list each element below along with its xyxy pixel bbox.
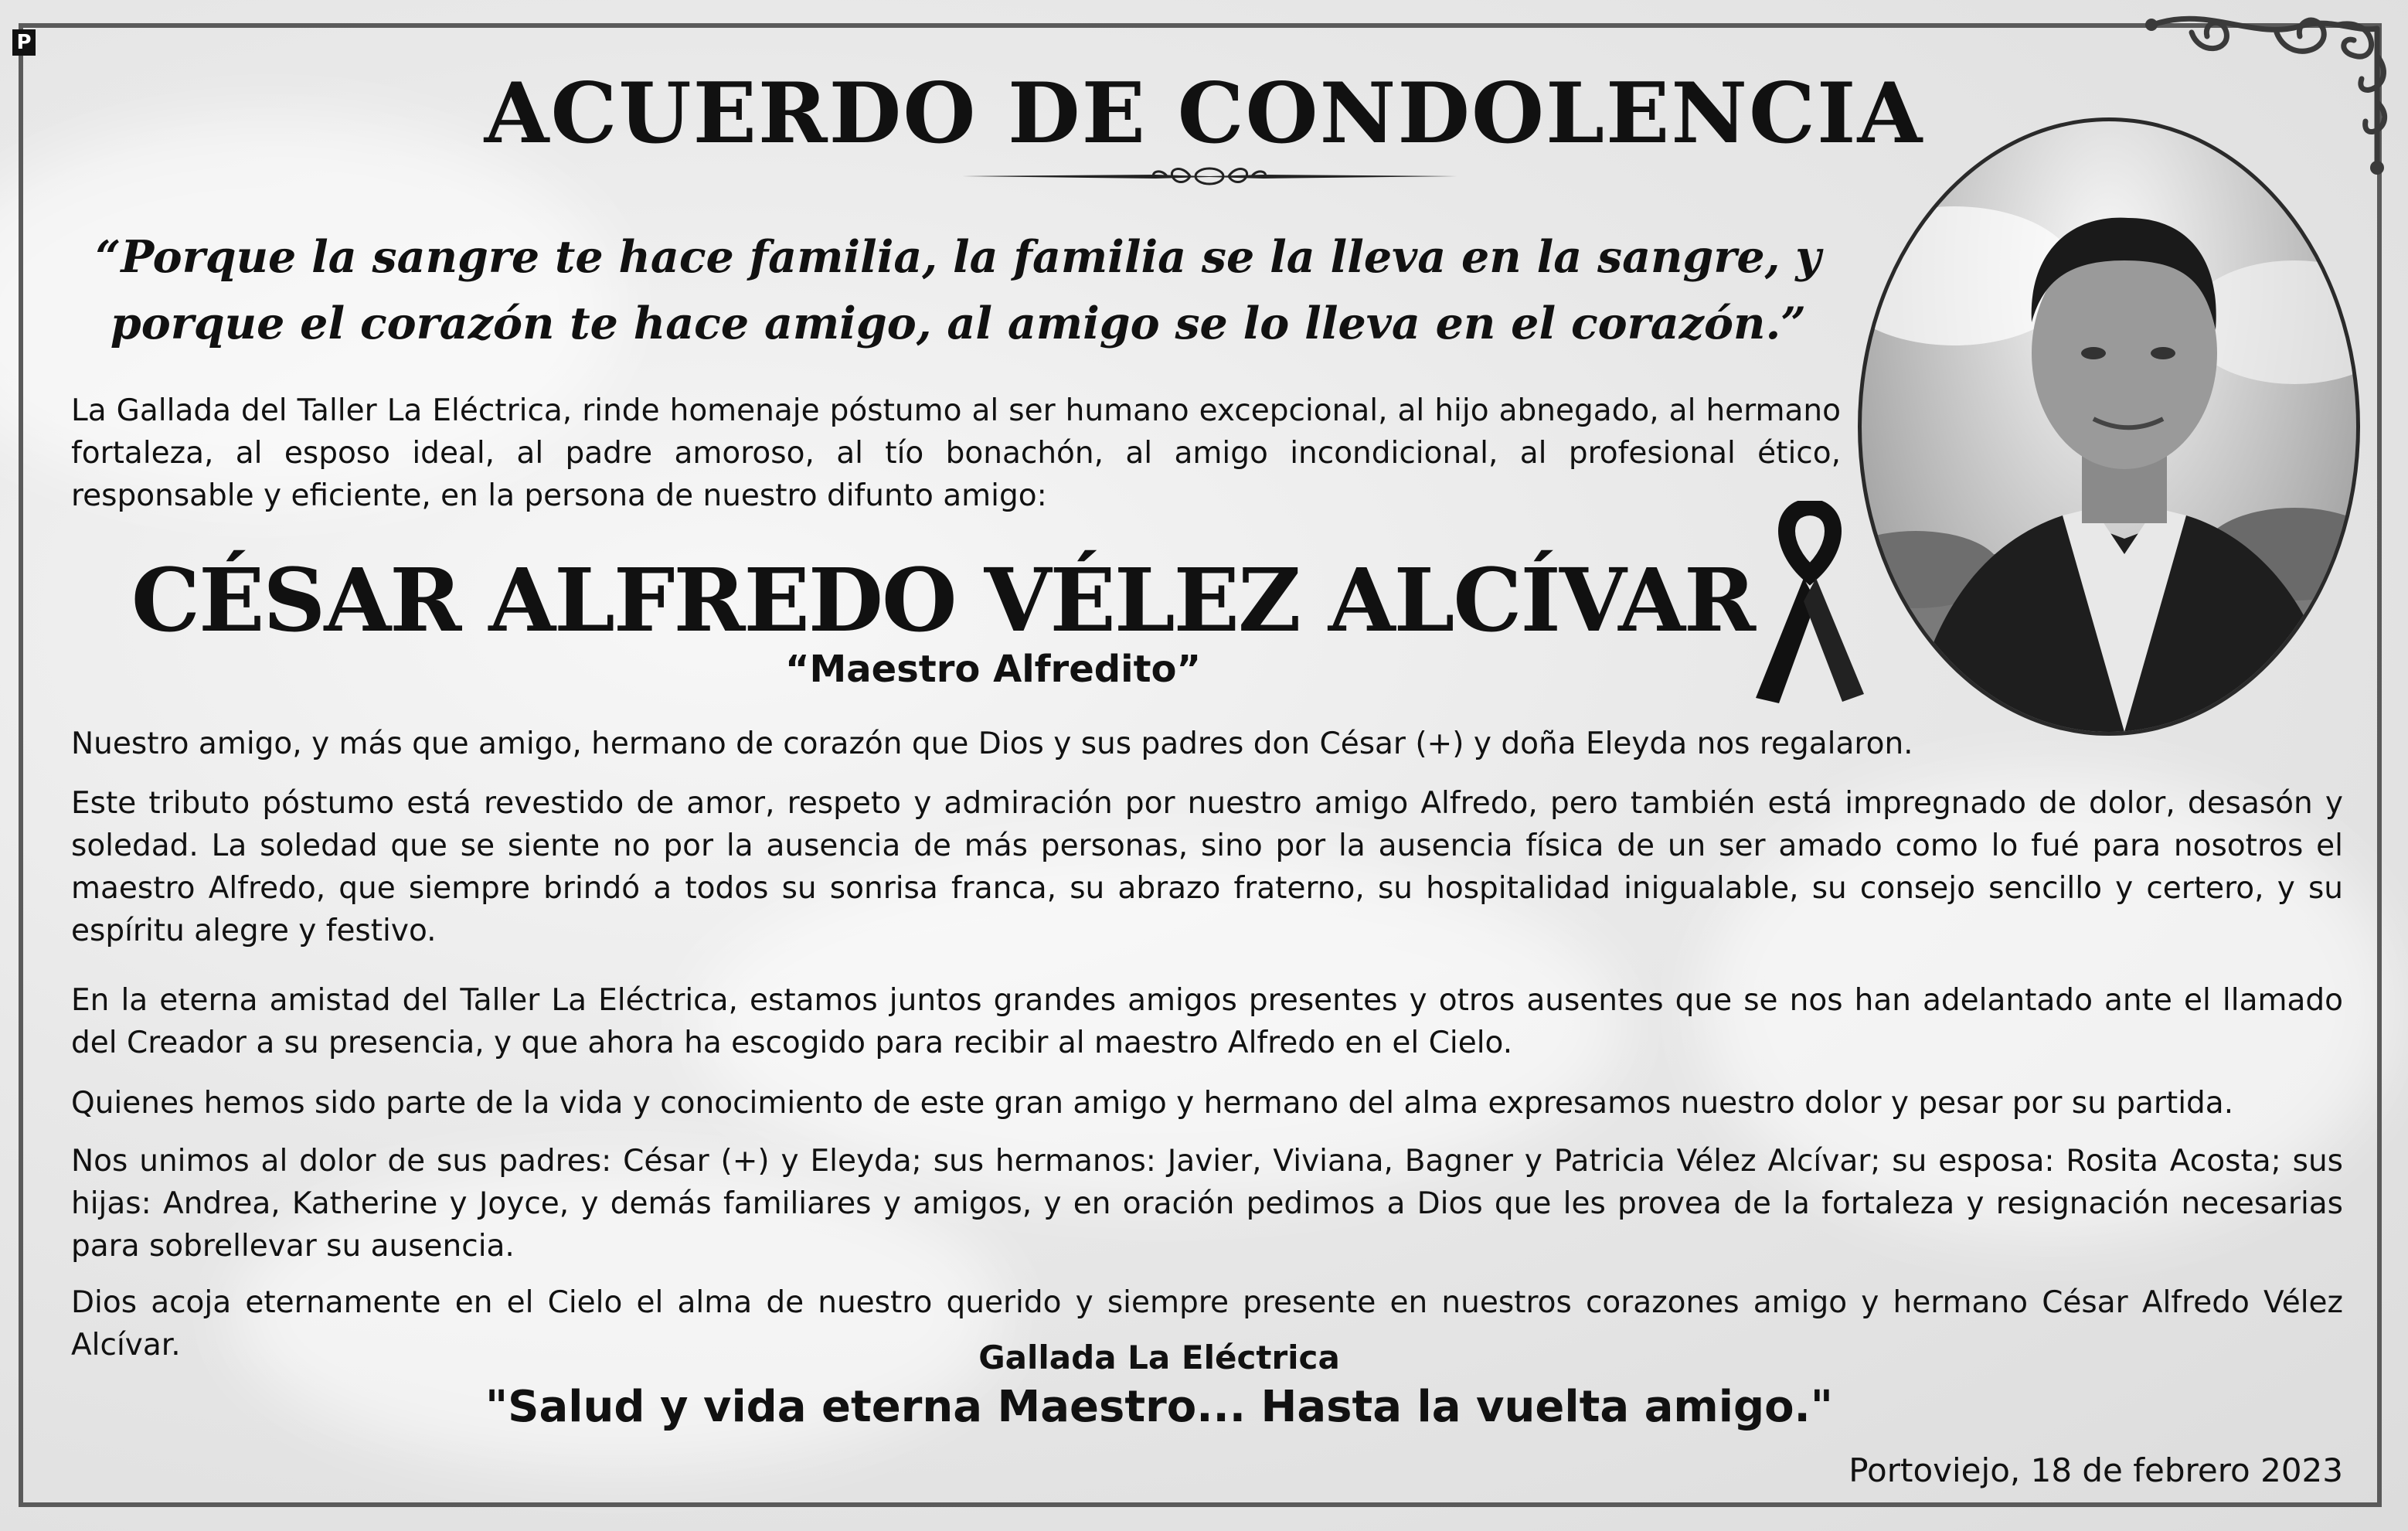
page-title: ACUERDO DE CONDOLENCIA	[484, 65, 1924, 162]
corner-badge: P	[12, 29, 36, 56]
paragraph-family: Nos unimos al dolor de sus padres: César (+) y Eleyda; sus hermanos: Javier, Viviana, Bagner y Patricia Vélez Alcívar; su esposa: Rosita Acosta; sus hijas: Andrea, Katherine y Joyce, y demás familiares y amigos, y en oración pedimos a Dios que les provea de la fortaleza y resignación necesarias para sobrellevar su ausencia.	[71, 1144, 2343, 1264]
portrait-figure	[1862, 121, 2356, 732]
signature: Gallada La Eléctrica	[978, 1339, 1340, 1376]
title-divider-ornament	[962, 161, 1457, 192]
opening-quote: “Porque la sangre te hace familia, la familia se la lleva en la sangre, y porque el corazón te hace amigo, al amigo se lo lleva en el corazón.”	[95, 231, 1821, 349]
mourning-ribbon-icon	[1748, 501, 1872, 709]
deceased-name: CÉSAR ALFREDO VÉLEZ ALCÍVAR	[131, 550, 1755, 652]
intro-paragraph: La Gallada del Taller La Eléctrica, rinde homenaje póstumo al ser humano excepcional, al hijo abnegado, al hermano fortaleza, al esposo ideal, al padre amoroso, al tío bonachón, al amigo incondicional, al profesional ético, responsable y eficiente, en la persona de nuestro difunto amigo:	[71, 393, 1841, 513]
deceased-nickname: “Maestro Alfredito”	[784, 648, 1202, 691]
paragraph-grief: Quienes hemos sido parte de la vida y conocimiento de este gran amigo y hermano del alma expresamos nuestro dolor y pesar por su partida.	[71, 1086, 2234, 1121]
paragraph-tribute: Este tributo póstumo está revestido de amor, respeto y admiración por nuestro amigo Alfredo, pero también está impregnado de dolor, desasón y soledad. La soledad que se siente no por la ausencia de más personas, sino por la ausencia física de un ser amado como lo fué para nosotros el maestro Alfredo, que siempre brindó a todos su sonrisa franca, su abrazo fraterno, su hospitalidad inigualable, su consejo sencillo y certero, y su espíritu alegre y festivo.	[71, 786, 2343, 948]
farewell-quote: "Salud y vida eterna Maestro... Hasta la vuelta amigo."	[485, 1382, 1833, 1432]
paragraph-prayer: Dios acoja eternamente en el Cielo el alma de nuestro querido y siempre presente en nuestros corazones amigo y hermano César Alfredo Vélez Alcívar.	[71, 1285, 2343, 1363]
portrait-photo	[1858, 117, 2360, 736]
place-date: Portoviejo, 18 de febrero 2023	[1849, 1451, 2343, 1489]
paragraph-friend: Nuestro amigo, y más que amigo, hermano de corazón que Dios y sus padres don César (+) y doña Eleyda nos regalaron.	[71, 726, 1913, 761]
paragraph-friendship: En la eterna amistad del Taller La Eléctrica, estamos juntos grandes amigos presentes y otros ausentes que se nos han adelantado ante el llamado del Creador a su presencia, y que ahora ha escogido para recibir al maestro Alfredo en el Cielo.	[71, 983, 2343, 1060]
